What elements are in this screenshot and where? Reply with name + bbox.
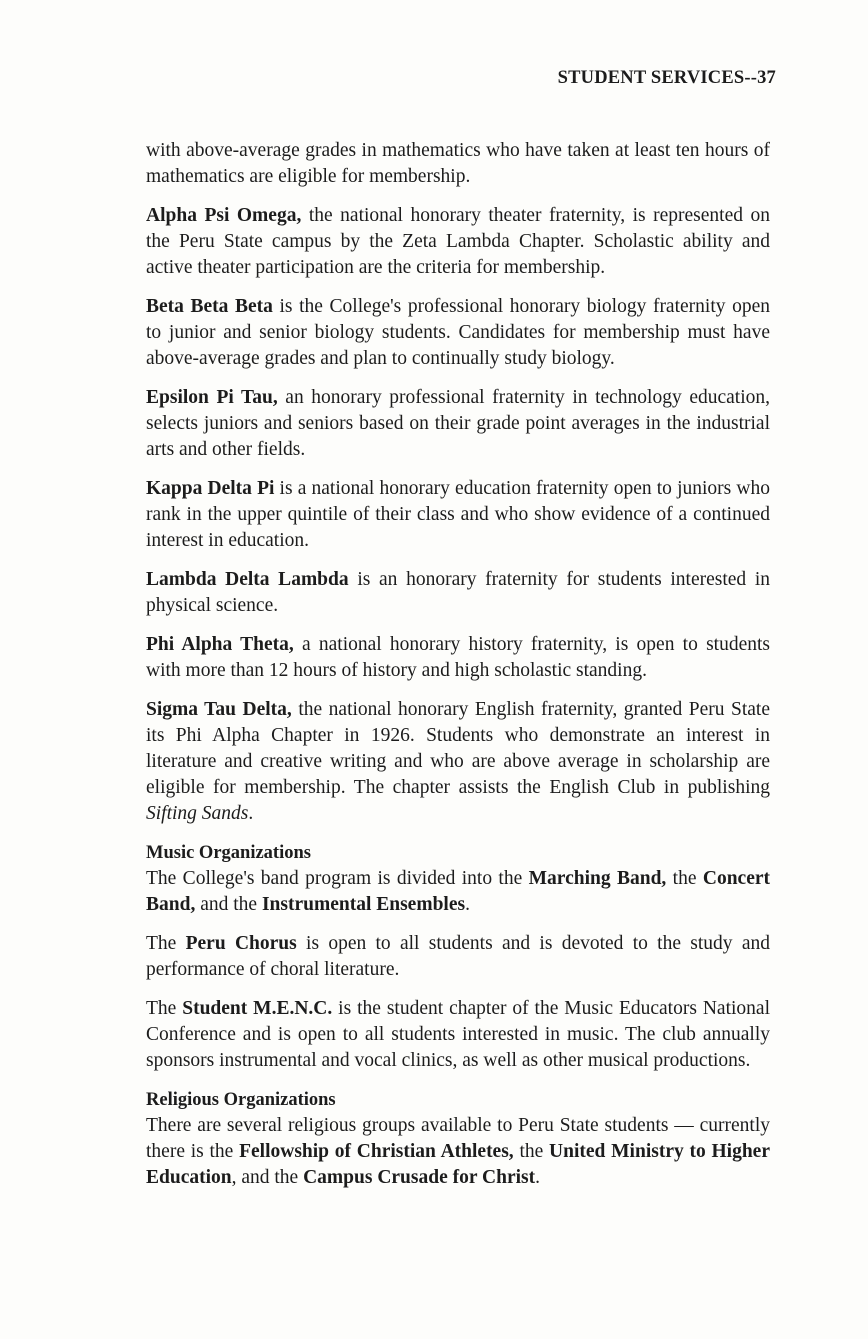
org-description: the national honorary English fraternity, granted Peru State its Phi Alpha Chapter in 1926. Students who demonstrate an interest in literature and creative writing and who are above average in scholarship are eligible for membership. The chapter assists the English Club in publishing <box>146 699 770 798</box>
honorary-sigma-tau-delta <box>146 697 770 827</box>
org-name: Epsilon Pi Tau, <box>146 387 278 408</box>
honorary-kappa-delta-pi <box>146 476 770 554</box>
org-description: is an honorary fraternity for students interested in physical science. <box>146 569 770 616</box>
org-name: Concert Band, <box>146 868 770 915</box>
honorary-alpha-psi-omega <box>146 203 770 281</box>
org-name: Phi Alpha Theta, <box>146 634 294 655</box>
running-head: STUDENT SERVICES--37 <box>557 68 776 88</box>
menc-paragraph <box>146 996 770 1074</box>
org-description: is the College's professional honorary biology fraternity open to junior and senior biology students. Candidates for membership must have above-average grades and plan to continually study biology. <box>146 296 770 369</box>
org-name: Peru Chorus <box>185 933 297 954</box>
publication-title: Sifting Sands <box>146 803 249 824</box>
intro-paragraph: with above-average grades in mathematics who have taken at least ten hours of mathematics are eligible for membership. <box>146 140 770 187</box>
honorary-lambda-delta-lambda <box>146 567 770 619</box>
music-organizations-heading: Music Organizations <box>146 843 311 863</box>
text-run: There are several religious groups available to Peru State students — currently there is the <box>146 1115 770 1162</box>
org-name: Kappa Delta Pi <box>146 478 275 499</box>
org-name: Sigma Tau Delta, <box>146 699 292 720</box>
org-name: Campus Crusade for Christ <box>303 1167 536 1188</box>
text-run: is the student chapter of the Music Educators National Conference and is open to all students interested in music. The club annually sponsors instrumental and vocal clinics, as well as other musical productions. <box>146 998 770 1071</box>
org-description: an honorary professional fraternity in technology education, selects juniors and seniors based on their grade point averages in the industrial arts and other fields. <box>146 387 770 460</box>
org-name: United Ministry to Higher Education <box>146 1141 770 1188</box>
org-name: Lambda Delta Lambda <box>146 569 349 590</box>
page-body <box>146 138 770 1204</box>
sentence-end: . <box>248 803 254 824</box>
org-description: a national honorary history fraternity, is open to students with more than 12 hours of history and high scholastic standing. <box>146 634 770 681</box>
text-run: and the <box>195 894 262 915</box>
religious-paragraph <box>146 1113 770 1191</box>
org-name: Student M.E.N.C. <box>182 998 333 1019</box>
text-run: The <box>146 933 186 954</box>
org-description: is a national honorary education fraternity open to juniors who rank in the upper quintile of their class and who show evidence of a continued interest in education. <box>146 478 770 551</box>
text-run: . <box>465 894 470 915</box>
org-name: Beta Beta Beta <box>146 296 273 317</box>
text-run: . <box>535 1167 540 1188</box>
org-name: Marching Band, <box>528 868 667 889</box>
text-run: , and the <box>231 1167 304 1188</box>
chorus-paragraph <box>146 931 770 983</box>
org-name: Fellowship of Christian Athletes, <box>239 1141 514 1162</box>
org-name: Alpha Psi Omega, <box>146 205 302 226</box>
text-run: the <box>666 868 703 889</box>
text-run: The <box>146 998 183 1019</box>
text-run: the <box>513 1141 550 1162</box>
honorary-beta-beta-beta <box>146 294 770 372</box>
religious-organizations-heading: Religious Organizations <box>146 1090 336 1110</box>
org-description: the national honorary theater fraternity, is represented on the Peru State campus by the Zeta Lambda Chapter. Scholastic ability and active theater participation are the criteria for membership. <box>146 205 770 278</box>
org-name: Instrumental Ensembles <box>261 894 466 915</box>
honorary-epsilon-pi-tau <box>146 385 770 463</box>
honorary-phi-alpha-theta <box>146 632 770 684</box>
text-run: is open to all students and is devoted to the study and performance of choral literature. <box>146 933 770 980</box>
text-run: The College's band program is divided into the <box>146 868 529 889</box>
band-paragraph <box>146 866 770 918</box>
